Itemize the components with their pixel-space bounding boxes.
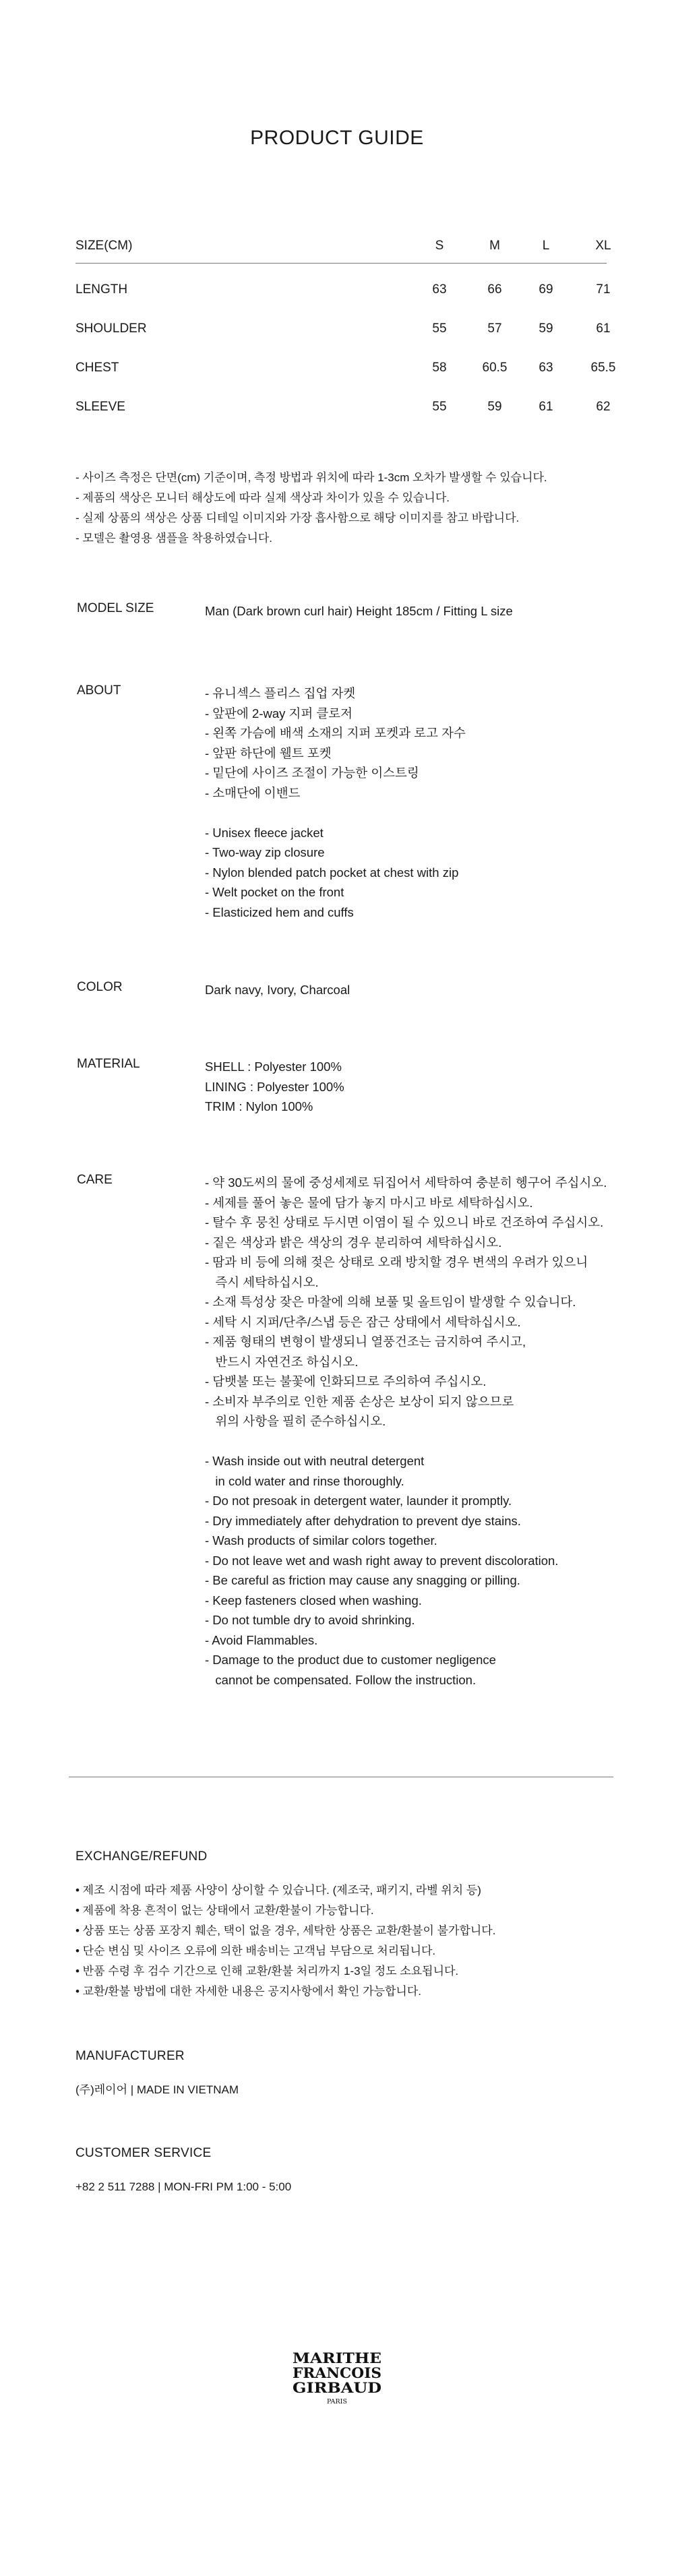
care-ko-line: - 제품 형태의 변형이 발생되니 열풍건조는 금지하여 주시고,: [205, 1335, 526, 1349]
about-ko-line: - 앞판에 2-way 지퍼 클로저: [205, 706, 353, 720]
care-en-line: - Do not presoak in detergent water, launder it promptly.: [205, 1494, 512, 1508]
care-ko-line: 반드시 자연건조 하십시오.: [205, 1354, 359, 1369]
care-label: CARE: [77, 1173, 113, 1187]
care-ko-line: - 탈수 후 뭉친 상태로 두시면 이염이 될 수 있으니 바로 건조하여 주십시오.: [205, 1215, 604, 1229]
size-header-s: S: [435, 239, 444, 253]
care-en-line: - Do not tumble dry to avoid shrinking.: [205, 1613, 415, 1627]
care-en-line: - Dry immediately after dehydration to prevent dye stains.: [205, 1513, 521, 1528]
about-ko-line: - 소매단에 이밴드: [205, 785, 301, 800]
care-en-line: - Do not leave wet and wash right away to prevent discoloration.: [205, 1553, 559, 1568]
row-label: SLEEVE: [75, 400, 125, 414]
manufacturer-value: (주)레이어 | MADE IN VIETNAM: [75, 2083, 239, 2096]
customer-service-section: [75, 2146, 615, 2197]
table-row: [75, 350, 616, 389]
color-content: [205, 980, 636, 1000]
row-label: LENGTH: [75, 282, 128, 297]
note-line: - 사이즈 측정은 단면(cm) 기준이며, 측정 방법과 위치에 따라 1-3cm 오차가 발생할 수 있습니다.: [75, 471, 547, 484]
cell: 59: [487, 400, 502, 414]
care-en-line: - Damage to the product due to customer negligence: [205, 1653, 496, 1667]
size-table-header: [75, 229, 611, 264]
care-ko-line: - 땀과 비 등에 의해 젖은 상태로 오래 방치할 경우 변색의 우려가 있으니: [205, 1255, 588, 1269]
size-header-xl: XL: [595, 239, 611, 253]
list-item: • 반품 수령 후 검수 기간으로 인해 교환/환불 처리까지 1-3일 정도 소요됩니다.: [75, 1965, 459, 1977]
about-en-line: - Unisex fleece jacket: [205, 825, 324, 840]
cell: 58: [432, 361, 447, 375]
svg-text:FRANCOIS: FRANCOIS: [293, 2364, 381, 2381]
about-ko-line: - 유니섹스 플리스 집업 자켓: [205, 686, 356, 700]
cell: 57: [487, 321, 502, 336]
size-notes: [75, 468, 615, 549]
exchange-list: [75, 1880, 615, 2002]
size-header-m: M: [489, 239, 500, 253]
care-en-line: - Be careful as friction may cause any snagging or pilling.: [205, 1573, 520, 1587]
care-en-line: in cold water and rinse thoroughly.: [205, 1473, 404, 1488]
customer-service-label: CUSTOMER SERVICE: [75, 2146, 212, 2160]
about-en-line: - Two-way zip closure: [205, 845, 325, 859]
care-en-line: - Avoid Flammables.: [205, 1632, 318, 1647]
care-ko-line: 즉시 세탁하십시오.: [205, 1275, 319, 1289]
care-content: [205, 1173, 636, 1690]
care-ko-line: - 짙은 색상과 밝은 색상의 경우 분리하여 세탁하십시오.: [205, 1235, 502, 1250]
cell: 63: [539, 361, 553, 375]
row-label: SHOULDER: [75, 321, 147, 336]
care-en-line: - Keep fasteners closed when washing.: [205, 1593, 422, 1607]
care-ko-line: - 소비자 부주의로 인한 제품 손상은 보상이 되지 않으므로: [205, 1394, 514, 1409]
size-table: [75, 229, 616, 428]
customer-service-value: +82 2 511 7288 | MON-FRI PM 1:00 - 5:00: [75, 2180, 292, 2193]
table-row: [75, 311, 611, 350]
cell: 59: [539, 321, 553, 336]
list-item: • 제품에 착용 흔적이 없는 상태에서 교환/환불이 가능합니다.: [75, 1904, 374, 1917]
material-label: MATERIAL: [77, 1057, 140, 1071]
cell: 69: [539, 282, 553, 297]
table-row: [75, 389, 611, 428]
note-line: - 실제 상품의 색상은 상품 디테일 이미지와 가장 흡사함으로 해당 이미지를 참고 바랍니다.: [75, 512, 520, 524]
care-en-line: - Wash products of similar colors together.: [205, 1533, 437, 1547]
care-ko-line: - 세탁 시 지퍼/단추/스냅 등은 잠근 상태에서 세탁하십시오.: [205, 1314, 521, 1329]
about-content: [205, 683, 636, 922]
about-ko-line: - 앞판 하단에 웰트 포켓: [205, 745, 332, 760]
svg-text:MARITHE: MARITHE: [293, 2350, 381, 2366]
care-ko-line: - 세제를 풀어 놓은 물에 담가 놓지 마시고 바로 세탁하십시오.: [205, 1195, 533, 1210]
manufacturer-label: MANUFACTURER: [75, 2049, 185, 2063]
material-line: TRIM : Nylon 100%: [205, 1099, 313, 1113]
about-en-line: - Elasticized hem and cuffs: [205, 904, 354, 919]
list-item: • 제조 시점에 따라 제품 사양이 상이할 수 있습니다. (제조국, 패키지, 라벨 위치 등): [75, 1884, 481, 1897]
care-ko-line: - 담뱃불 또는 불꽃에 인화되므로 주의하여 주십시오.: [205, 1374, 487, 1388]
brand-logo: [288, 2345, 386, 2413]
note-line: - 모델은 촬영용 샘플을 착용하였습니다.: [75, 532, 273, 545]
page-title: PRODUCT GUIDE: [250, 127, 424, 149]
model-size-text: Man (Dark brown curl hair) Height 185cm / Fitting L size: [205, 604, 513, 618]
note-line: - 제품의 색상은 모니터 해상도에 따라 실제 색상과 차이가 있을 수 있습니다.: [75, 491, 450, 504]
color-value: Dark navy, Ivory, Charcoal: [205, 983, 350, 997]
table-row: [75, 272, 611, 311]
cell: 55: [432, 400, 447, 414]
exchange-label: EXCHANGE/REFUND: [75, 1849, 208, 1864]
list-item: • 단순 변심 및 사이즈 오류에 의한 배송비는 고객님 부담으로 처리됩니다.: [75, 1944, 436, 1957]
cell: 61: [539, 400, 553, 414]
row-label: CHEST: [75, 361, 119, 375]
about-ko-line: - 밑단에 사이즈 조절이 가능한 이스트링: [205, 766, 419, 780]
care-en-line: cannot be compensated. Follow the instruction.: [205, 1672, 477, 1687]
svg-text:GIRBAUD: GIRBAUD: [293, 2379, 381, 2396]
cell: 66: [487, 282, 502, 297]
about-en-line: - Nylon blended patch pocket at chest with zip: [205, 865, 459, 880]
about-label: ABOUT: [77, 683, 121, 698]
about-en-line: - Welt pocket on the front: [205, 885, 344, 899]
cell: 63: [432, 282, 447, 297]
svg-text:PARIS: PARIS: [327, 2399, 347, 2405]
model-size-label: MODEL SIZE: [77, 601, 154, 615]
size-header-label: SIZE(CM): [75, 239, 133, 253]
material-line: LINING : Polyester 100%: [205, 1079, 344, 1094]
material-content: [205, 1057, 636, 1117]
about-ko-line: - 왼쪽 가슴에 배색 소재의 지퍼 포켓과 로고 자수: [205, 726, 466, 740]
material-line: SHELL : Polyester 100%: [205, 1060, 342, 1074]
manufacturer-section: [75, 2049, 615, 2100]
cell: 60.5: [482, 361, 508, 375]
cell: 61: [596, 321, 611, 336]
care-ko-line: - 약 30도씨의 물에 중성세제로 뒤집어서 세탁하여 충분히 헹구어 주십시오.: [205, 1175, 607, 1190]
care-ko-line: - 소재 특성상 잦은 마찰에 의해 보풀 및 올트임이 발생할 수 있습니다.: [205, 1295, 576, 1309]
cell: 62: [596, 400, 611, 414]
cell: 65.5: [590, 361, 616, 375]
color-label: COLOR: [77, 980, 123, 994]
cell: 71: [596, 282, 611, 297]
model-size-value: [205, 601, 636, 621]
care-ko-line: 위의 사항을 필히 준수하십시오.: [205, 1414, 386, 1428]
care-en-line: - Wash inside out with neutral detergent: [205, 1454, 425, 1468]
cell: 55: [432, 321, 447, 336]
list-item: • 교환/환불 방법에 대한 자세한 내용은 공지사항에서 확인 가능합니다.: [75, 1985, 421, 1998]
size-header-l: L: [542, 239, 550, 253]
exchange-section: [75, 1849, 615, 2002]
list-item: • 상품 또는 상품 포장지 훼손, 택이 없을 경우, 세탁한 상품은 교환/환불이 불가합니다.: [75, 1924, 496, 1937]
